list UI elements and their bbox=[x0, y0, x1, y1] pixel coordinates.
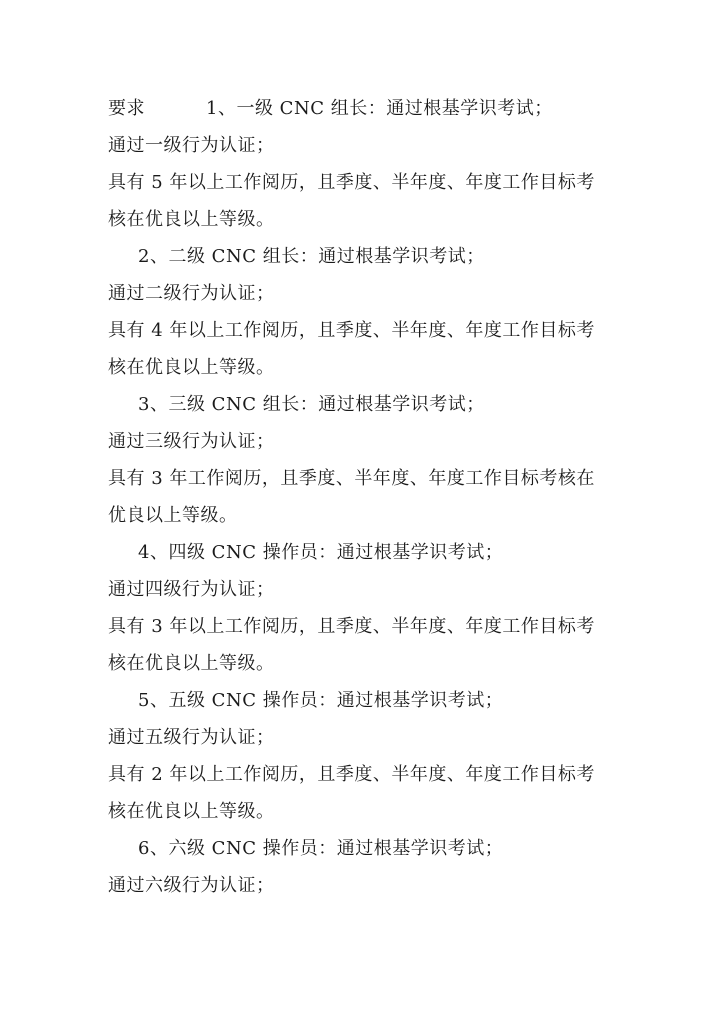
level-6-heading: 6、六级 CNC 操作员：通过根基学识考试； bbox=[138, 838, 504, 859]
level-1-heading: 1、一级 CNC 组长：通过根基学识考试； bbox=[206, 98, 553, 119]
level-5-heading: 5、五级 CNC 操作员：通过根基学识考试； bbox=[138, 690, 504, 711]
line-20: 核在优良以上等级。 bbox=[108, 801, 275, 822]
line-6: 通过二级行为认证； bbox=[108, 283, 275, 304]
line-1 bbox=[108, 90, 618, 127]
line-16: 核在优良以上等级。 bbox=[108, 653, 275, 674]
level-4-heading: 4、四级 CNC 操作员：通过根基学识考试； bbox=[138, 542, 504, 563]
line-4: 核在优良以上等级。 bbox=[108, 209, 275, 230]
line-10: 通过三级行为认证； bbox=[108, 431, 275, 452]
line-3: 具有 5 年以上工作阅历，且季度、半年度、年度工作目标考 bbox=[108, 172, 595, 193]
line-11: 具有 3 年工作阅历，且季度、半年度、年度工作目标考核在 bbox=[108, 468, 595, 489]
document-page bbox=[108, 90, 618, 904]
line-18: 通过五级行为认证； bbox=[108, 727, 275, 748]
level-3-heading: 3、三级 CNC 组长：通过根基学识考试； bbox=[138, 394, 485, 415]
line-7: 具有 4 年以上工作阅历，且季度、半年度、年度工作目标考 bbox=[108, 320, 595, 341]
level-2-heading: 2、二级 CNC 组长：通过根基学识考试； bbox=[138, 246, 485, 267]
line-22: 通过六级行为认证； bbox=[108, 875, 275, 896]
line-19: 具有 2 年以上工作阅历，且季度、半年度、年度工作目标考 bbox=[108, 764, 595, 785]
line-12: 优良以上等级。 bbox=[108, 505, 238, 526]
requirement-label: 要求 bbox=[108, 98, 145, 119]
line-2: 通过一级行为认证； bbox=[108, 135, 275, 156]
line-14: 通过四级行为认证； bbox=[108, 579, 275, 600]
line-8: 核在优良以上等级。 bbox=[108, 357, 275, 378]
line-15: 具有 3 年以上工作阅历，且季度、半年度、年度工作目标考 bbox=[108, 616, 595, 637]
